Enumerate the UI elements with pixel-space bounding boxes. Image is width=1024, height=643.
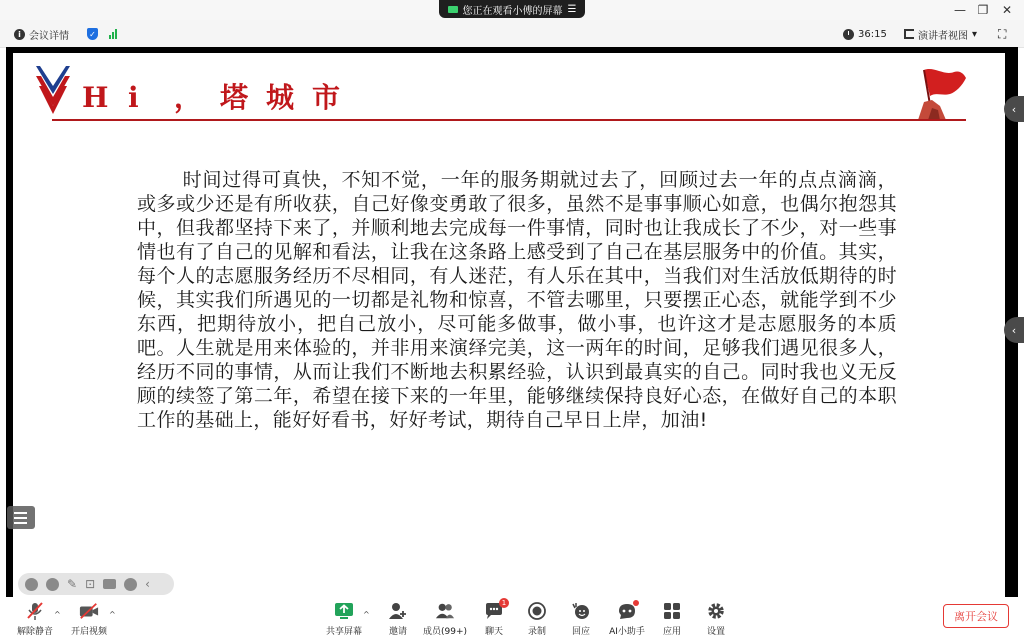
annotation-toolbar: [18, 573, 174, 595]
next-page-icon[interactable]: [46, 578, 59, 591]
view-mode-dropdown[interactable]: [904, 26, 977, 42]
gear-icon: [706, 601, 726, 621]
title-char: 城: [266, 81, 295, 114]
unmute-label: 解除静音: [16, 627, 53, 637]
fullscreen-icon: ⛶: [998, 26, 1007, 41]
side-panel-toggle-top[interactable]: [1004, 96, 1024, 122]
v-logo-icon: [36, 66, 70, 114]
prev-page-icon[interactable]: [25, 578, 38, 591]
list-menu-button[interactable]: [7, 506, 35, 529]
camera-icon: [448, 6, 458, 13]
meeting-top-bar: [0, 20, 1024, 48]
chat-label: 聊天: [484, 627, 503, 637]
ai-assistant-icon: [617, 601, 637, 621]
title-char: i: [128, 81, 139, 114]
meeting-info-label: 会议详情: [29, 30, 69, 42]
invite-button[interactable]: [385, 597, 411, 643]
title-char: 市: [312, 81, 341, 114]
zoom-icon[interactable]: ⊡: [85, 576, 96, 591]
pen-icon[interactable]: ✎: [67, 576, 78, 591]
reactions-button[interactable]: [569, 597, 593, 643]
restore-button[interactable]: ❐: [977, 3, 989, 17]
members-icon: [435, 601, 455, 621]
apps-button[interactable]: [660, 597, 684, 643]
reactions-label: 回应: [571, 627, 590, 637]
security-status[interactable]: [87, 26, 98, 42]
clock-icon: [843, 29, 854, 40]
reaction-icon: [571, 601, 591, 621]
apps-grid-icon: [662, 601, 682, 621]
layout-icon: [904, 29, 914, 39]
unmute-button[interactable]: [16, 597, 54, 643]
fullscreen-button[interactable]: [998, 26, 1006, 42]
title-char: ，: [174, 81, 203, 114]
meeting-toolbar: [0, 597, 1024, 643]
share-options-caret[interactable]: ^: [363, 610, 370, 619]
chevron-left-icon: ‹: [1011, 323, 1017, 337]
slide-paragraph: 时间过得可真快，不知不觉，一年的服务期就过去了，回顾过去一年的点点滴滴，或多或少还是有所收获，自己好像变勇敢了很多，虽然不是事事顺心如意，也偶尔抱怨其中，但我都坚持下来了，并顺利地去完成每一件事情，同时也让我成长了不少，对一些事情也有了自己的见解和看法，让我在这条路上感受到了自己在基层服务中的价值。其实，每个人的志愿服务经历不尽相同，有人迷茫，有人乐在其中，当我们对生活放低期待的时候，其实我们所遇见的一切都是礼物和惊喜，不管去哪里，只要摆正心态，就能学到不少东西，把期待放小，把自己放小，尽可能多做事，做小事，也许这才是志愿服务的本质吧。人生就是用来体验的，并非用来演绎完美，这一两年的时间，足够我们遇见很多人，经历不同的事情，从而让我们不断地去积累经验，认识到最真实的自己。同时我也义无反顾的续签了第二年，希望在接下来的一年里，能够继续保持良好心态，在做好自己的本职工作的基础上，能好好看书，好好考试，期待自己早日上岸，加油!: [137, 169, 897, 431]
record-button[interactable]: [525, 597, 549, 643]
invite-label: 邀请: [388, 627, 407, 637]
members-button[interactable]: [423, 597, 467, 643]
timer-text: 36:15: [858, 28, 887, 40]
chevron-left-icon: ‹: [1011, 102, 1017, 116]
close-button[interactable]: ✕: [1001, 3, 1013, 17]
shield-icon: ✓: [87, 28, 98, 40]
settings-button[interactable]: [704, 597, 728, 643]
side-panel-toggle-middle[interactable]: [1004, 317, 1024, 343]
meeting-timer: [843, 26, 887, 42]
meeting-info-button[interactable]: [14, 26, 69, 42]
slide-body-text: [137, 168, 897, 432]
minimize-button[interactable]: —: [954, 3, 966, 17]
network-status[interactable]: [109, 26, 117, 42]
info-icon: i: [14, 29, 25, 40]
ai-assistant-button[interactable]: [607, 597, 647, 643]
signal-icon: [109, 29, 117, 39]
chat-button[interactable]: [482, 597, 506, 643]
chevron-down-icon: ▾: [972, 28, 978, 40]
more-icon[interactable]: [124, 578, 137, 591]
video-off-icon: [79, 601, 99, 621]
chat-icon: [484, 599, 507, 621]
mic-muted-icon: [25, 601, 45, 621]
chat-unread-badge: 1: [499, 598, 509, 608]
title-char: H: [82, 81, 109, 114]
audio-options-caret[interactable]: ^: [54, 610, 61, 619]
leave-meeting-button[interactable]: 离开会议: [943, 604, 1009, 628]
apps-label: 应用: [662, 627, 681, 637]
start-video-label: 开启视频: [70, 627, 107, 637]
slide-title: [82, 76, 358, 116]
ai-notification-dot: [633, 600, 639, 606]
video-clip-icon[interactable]: [103, 579, 116, 589]
start-video-button[interactable]: [70, 597, 108, 643]
collapse-icon[interactable]: ‹: [145, 576, 150, 591]
share-screen-icon: [334, 601, 354, 621]
record-icon: [527, 601, 547, 621]
title-divider: [52, 119, 966, 121]
screen-share-notice[interactable]: [439, 0, 585, 18]
video-options-caret[interactable]: ^: [109, 610, 116, 619]
record-label: 录制: [527, 627, 546, 637]
settings-label: 设置: [706, 627, 725, 637]
view-mode-label: 演讲者视图: [918, 30, 968, 42]
flag-statue-icon: [910, 66, 968, 120]
ai-assistant-label: AI小助手: [609, 627, 645, 637]
window-title-bar: [0, 0, 1024, 20]
share-screen-label: 共享屏幕: [325, 627, 362, 637]
members-label: 成员(99+): [422, 627, 468, 637]
share-notice-text: 您正在观看小傅的屏幕: [462, 5, 563, 17]
menu-icon[interactable]: ☰: [567, 3, 577, 15]
invite-icon: [388, 601, 408, 621]
share-screen-button[interactable]: [325, 597, 363, 643]
title-char: 塔: [220, 81, 249, 114]
